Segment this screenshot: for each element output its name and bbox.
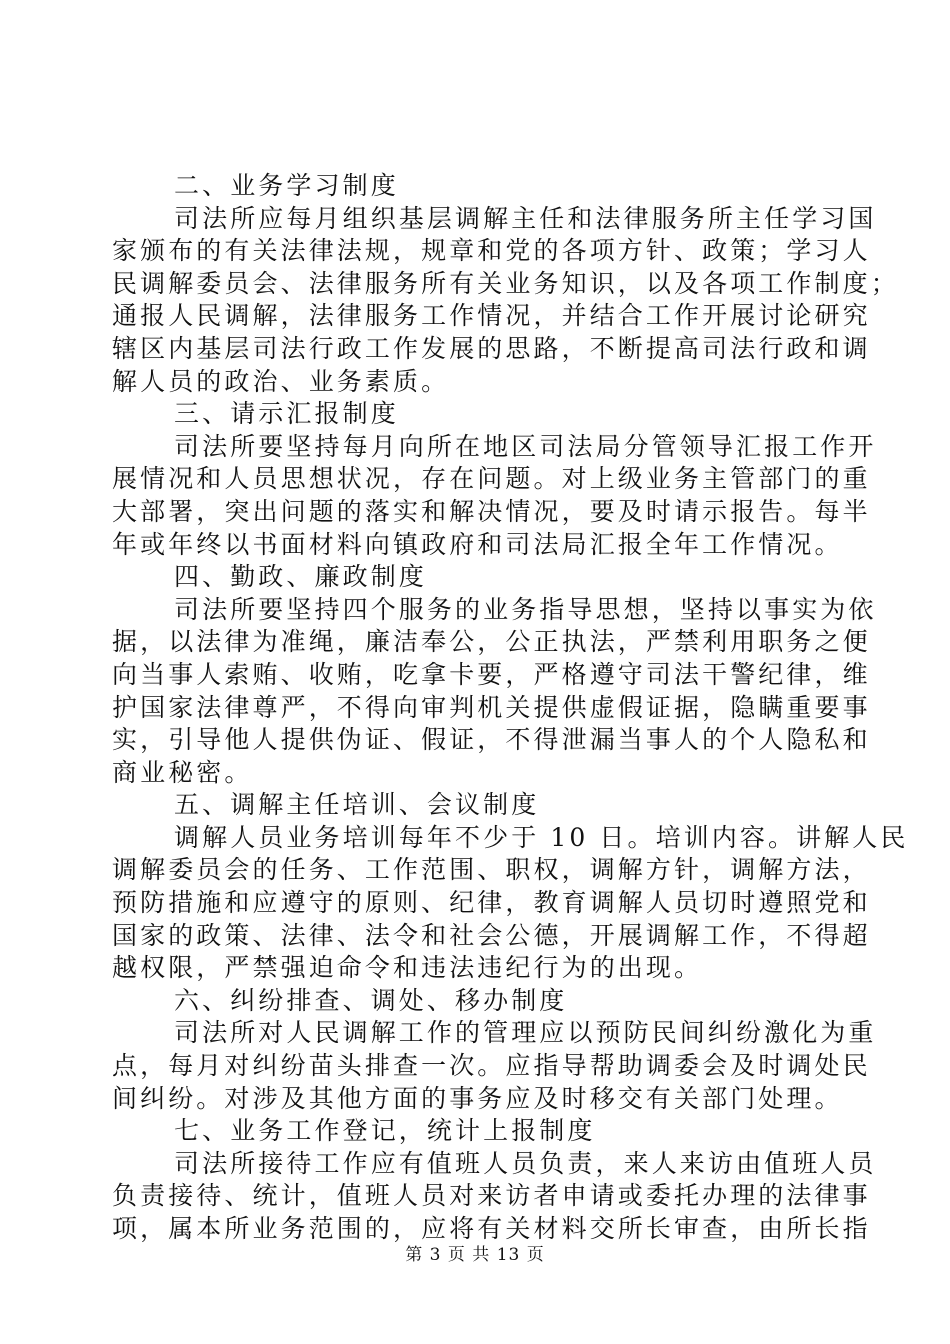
document-body	[112, 170, 909, 1246]
paragraph-line: 司法所对人民调解工作的管理应以预防民间纠纷激化为重	[174, 1018, 877, 1048]
paragraph-line: 通报人民调解，法律服务工作情况，并结合工作开展讨论研究	[112, 301, 871, 331]
paragraph-line: 间纠纷。对涉及其他方面的事务应及时移交有关部门处理。	[112, 1083, 843, 1113]
paragraph-line: 司法所要坚持四个服务的业务指导思想，坚持以事实为依	[174, 594, 877, 624]
heading: 六、纠纷排查、调处、移办制度	[174, 985, 568, 1015]
paragraph-line: 向当事人索贿、收贿，吃拿卡要，严格遵守司法干警纪律，维	[112, 659, 871, 689]
paragraph-line: 调解人员业务培训每年不少于 10 日。培训内容。讲解人民	[174, 822, 909, 852]
paragraph-line: 解人员的政治、业务素质。	[112, 366, 450, 396]
paragraph-line: 越权限，严禁强迫命令和违法违纪行为的出现。	[112, 953, 703, 983]
heading: 三、请示汇报制度	[174, 399, 399, 429]
heading: 五、调解主任培训、会议制度	[174, 790, 540, 820]
paragraph-line: 据，以法律为准绳，廉洁奉公，公正执法，严禁利用职务之便	[112, 627, 871, 657]
heading: 七、业务工作登记，统计上报制度	[174, 1116, 596, 1146]
heading: 四、勤政、廉政制度	[174, 562, 427, 592]
paragraph-line: 项，属本所业务范围的，应将有关材料交所长审查，由所长指	[112, 1214, 871, 1243]
paragraph-line: 大部署，突出问题的落实和解决情况，要及时请示报告。每半	[112, 496, 871, 526]
page-footer: 第 3 页 共 13 页	[405, 1245, 545, 1265]
heading: 二、业务学习制度	[174, 171, 399, 200]
paragraph-line: 民调解委员会、法律服务所有关业务知识，以及各项工作制度；	[112, 268, 899, 298]
paragraph-line: 调解委员会的任务、工作范围、职权，调解方针，调解方法，	[112, 855, 871, 885]
paragraph-line: 辖区内基层司法行政工作发展的思路，不断提高司法行政和调	[112, 333, 871, 363]
paragraph-line: 负责接待、统计，值班人员对来访者申请或委托办理的法律事	[112, 1181, 871, 1211]
paragraph-line: 年或年终以书面材料向镇政府和司法局汇报全年工作情况。	[112, 529, 843, 559]
paragraph-line: 司法所接待工作应有值班人员负责，来人来访由值班人员	[174, 1148, 877, 1178]
paragraph-line: 实，引导他人提供伪证、假证，不得泄漏当事人的个人隐私和	[112, 725, 871, 755]
paragraph-line: 商业秘密。	[112, 757, 253, 787]
paragraph-line: 司法所要坚持每月向所在地区司法局分管领导汇报工作开	[174, 431, 877, 461]
paragraph-line: 预防措施和应遵守的原则、纪律，教育调解人员切时遵照党和	[112, 888, 871, 918]
paragraph-line: 护国家法律尊严，不得向审判机关提供虚假证据，隐瞒重要事	[112, 692, 871, 722]
paragraph-line: 国家的政策、法律、法令和社会公德，开展调解工作，不得超	[112, 920, 871, 950]
paragraph-line: 展情况和人员思想状况，存在问题。对上级业务主管部门的重	[112, 464, 871, 494]
paragraph-line: 点，每月对纠纷苗头排查一次。应指导帮助调委会及时调处民	[112, 1051, 871, 1081]
paragraph-line: 家颁布的有关法律法规，规章和党的各项方针、政策；学习人	[112, 236, 871, 266]
paragraph-line: 司法所应每月组织基层调解主任和法律服务所主任学习国	[174, 203, 877, 233]
